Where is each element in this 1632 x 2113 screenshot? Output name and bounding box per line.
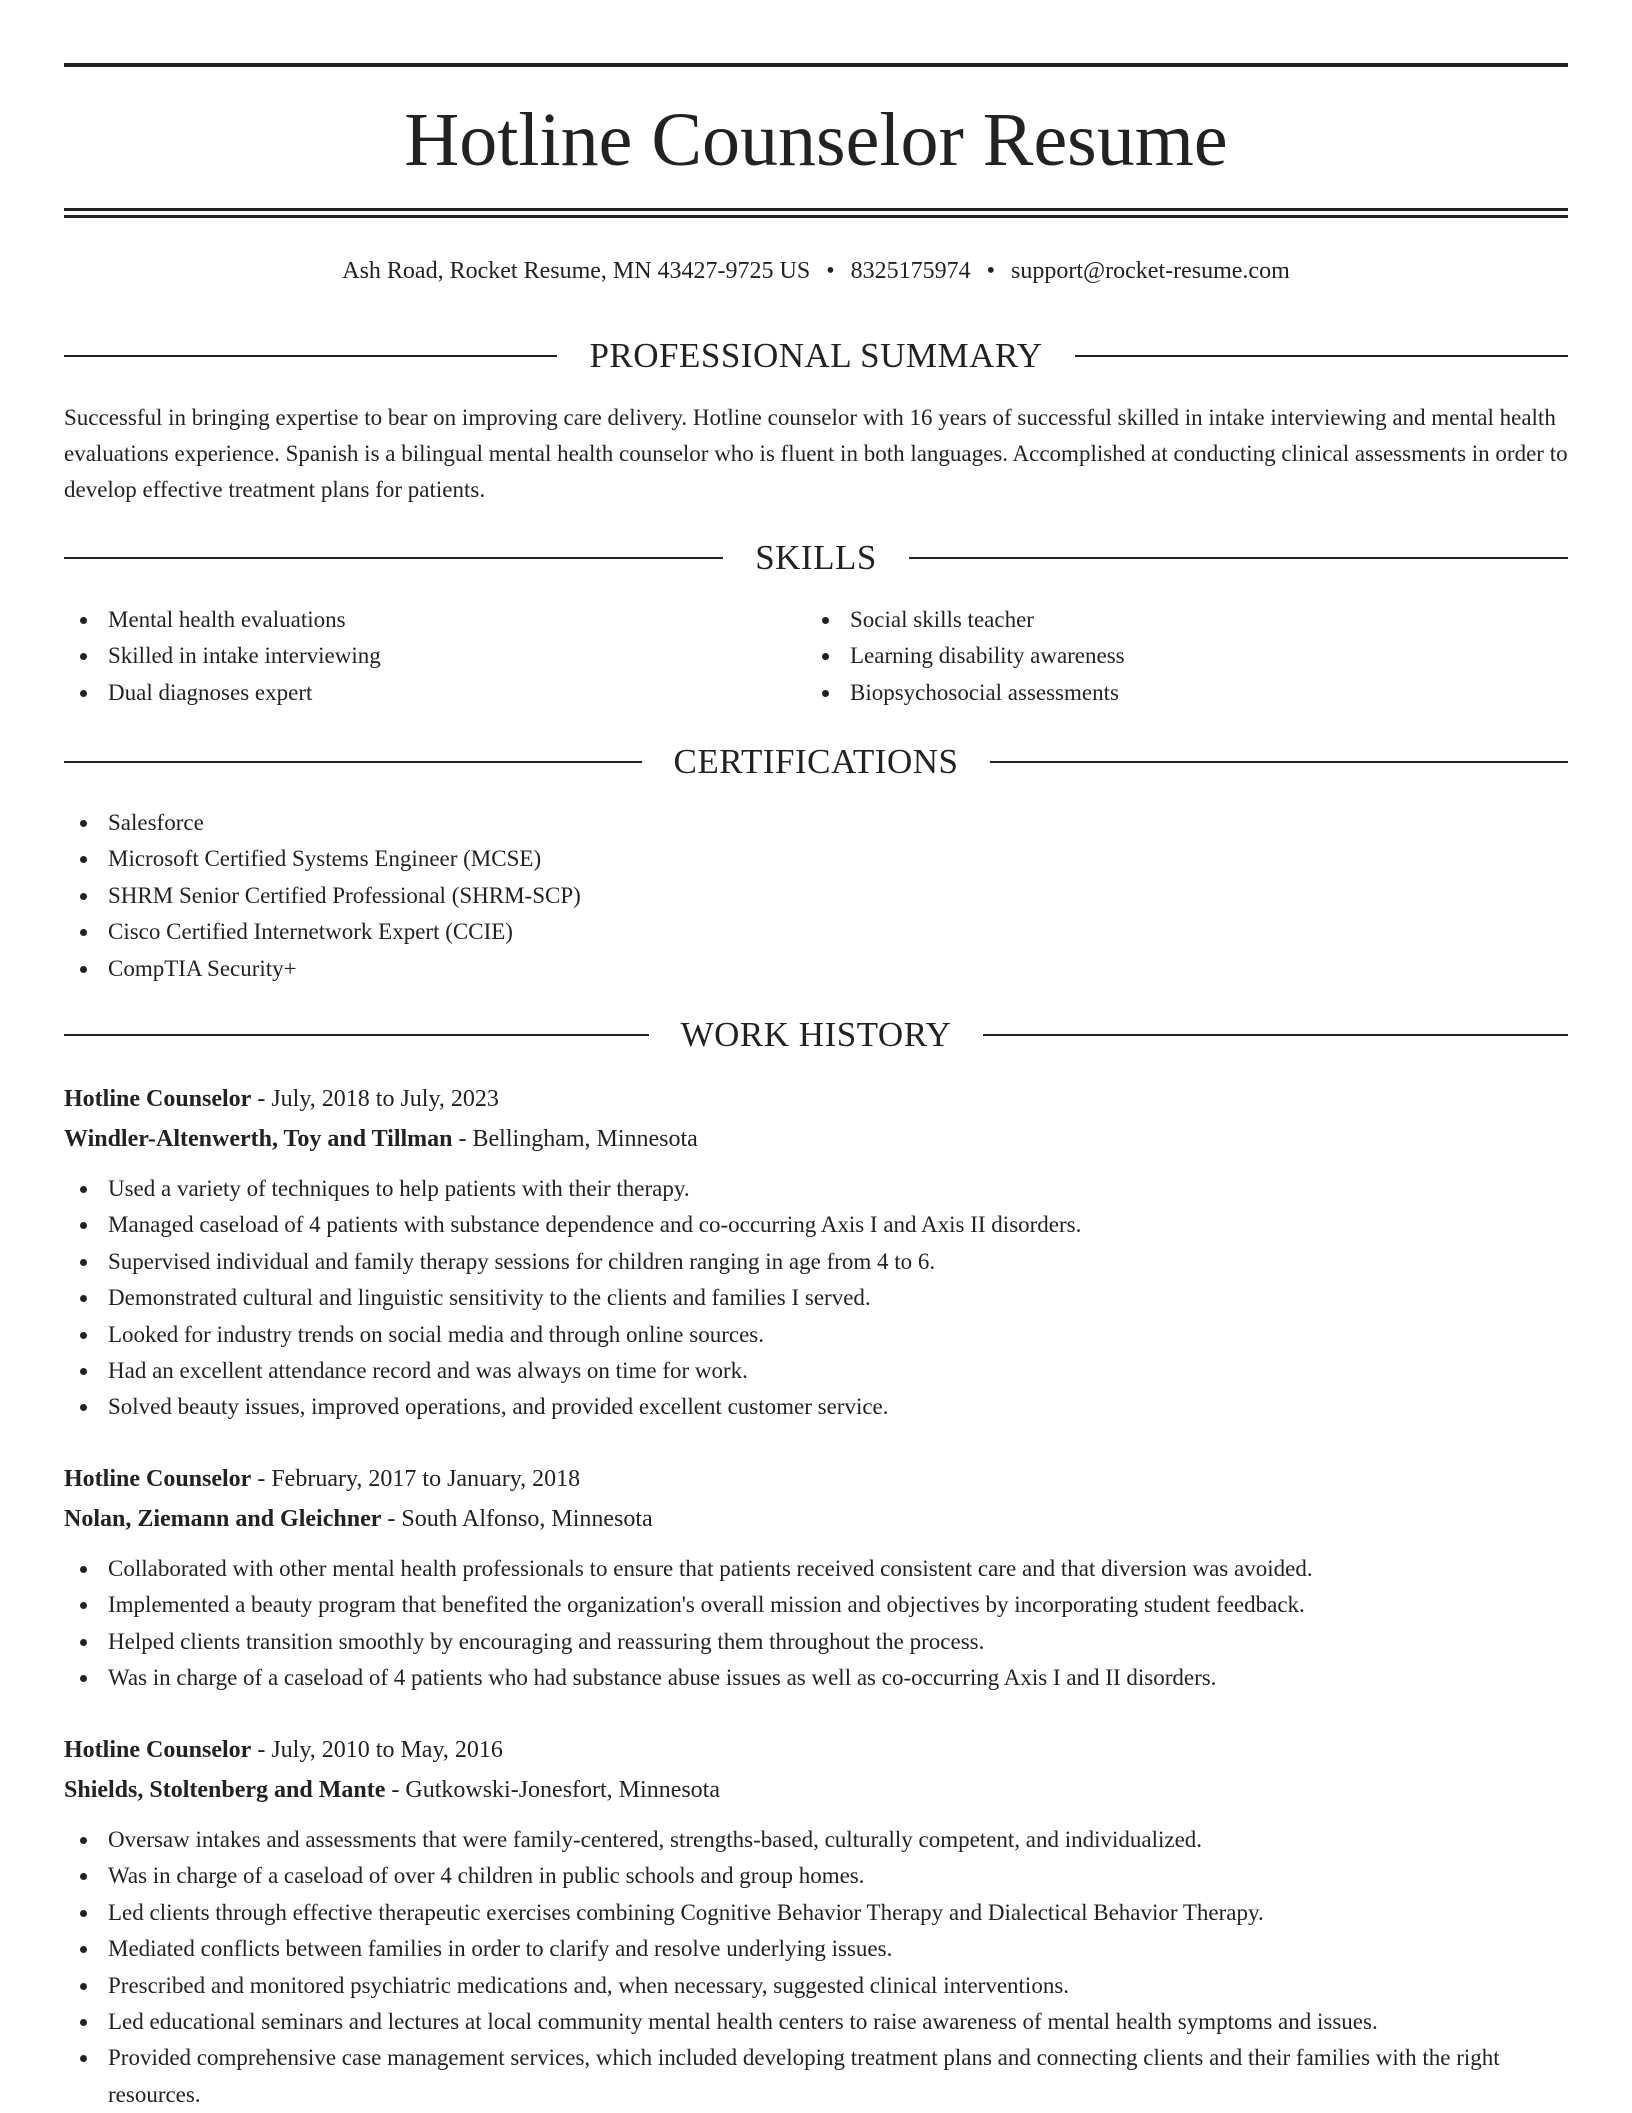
job-bullets xyxy=(64,1171,1568,1426)
skills-left-list xyxy=(64,602,806,711)
heading-rule-right xyxy=(983,1034,1568,1036)
job-entry xyxy=(64,1459,1568,1697)
list-item: Collaborated with other mental health professionals to ensure that patients received consistent care and that diversion was avoided. xyxy=(64,1551,1568,1587)
job-title: Hotline Counselor xyxy=(64,1737,252,1763)
job-company-line xyxy=(64,1499,1568,1539)
section-heading-label: PROFESSIONAL SUMMARY xyxy=(589,336,1043,375)
heading-rule-left xyxy=(64,355,557,357)
certifications-items xyxy=(64,805,1568,987)
list-item: Provided comprehensive case management services, which included developing treatment plans and connecting clients and their families with the right resources. xyxy=(64,2040,1568,2113)
job-location: - South Alfonso, Minnesota xyxy=(381,1506,653,1532)
job-title-line xyxy=(64,1459,1568,1499)
job-title-line xyxy=(64,1730,1568,1770)
list-item: Had an excellent attendance record and was always on time for work. xyxy=(64,1353,1568,1389)
section-heading-label: SKILLS xyxy=(755,538,877,577)
section-heading-certifications xyxy=(64,738,1568,786)
skills-column-right xyxy=(806,602,1548,711)
list-item: Biopsychosocial assessments xyxy=(806,675,1548,711)
job-dates: - July, 2018 to July, 2023 xyxy=(251,1086,499,1112)
section-heading-label: CERTIFICATIONS xyxy=(673,742,959,781)
job-dates: - July, 2010 to May, 2016 xyxy=(251,1737,503,1763)
list-item: Mediated conflicts between families in order to clarify and resolve underlying issues. xyxy=(64,1931,1568,1967)
list-item: Mental health evaluations xyxy=(64,602,806,638)
contact-separator: • xyxy=(986,258,996,284)
job-company-line xyxy=(64,1770,1568,1810)
job-title-line xyxy=(64,1079,1568,1119)
skills-column-left xyxy=(64,602,806,711)
list-item: Supervised individual and family therapy sessions for children ranging in age from 4 to 6. xyxy=(64,1244,1568,1280)
job-company: Windler-Altenwerth, Toy and Tillman xyxy=(64,1126,453,1152)
heading-rule-left xyxy=(64,1034,649,1036)
job-location: - Bellingham, Minnesota xyxy=(452,1126,698,1152)
contact-phone[interactable]: 8325175974 xyxy=(850,258,971,284)
job-title: Hotline Counselor xyxy=(64,1466,252,1492)
list-item: Used a variety of techniques to help patients with their therapy. xyxy=(64,1171,1568,1207)
job-bullets xyxy=(64,1551,1568,1697)
heading-rule-right xyxy=(909,557,1568,559)
job-bullets xyxy=(64,1822,1568,2113)
skills-right-list xyxy=(806,602,1548,711)
list-item: Skilled in intake interviewing xyxy=(64,638,806,674)
title-double-rule xyxy=(64,208,1568,218)
job-location: - Gutkowski-Jonesfort, Minnesota xyxy=(385,1777,721,1803)
job-company-line xyxy=(64,1119,1568,1159)
contact-separator: • xyxy=(826,258,835,284)
heading-rule-left xyxy=(64,761,642,763)
list-item: CompTIA Security+ xyxy=(64,951,1568,987)
job-company: Shields, Stoltenberg and Mante xyxy=(64,1777,386,1803)
list-item: Helped clients transition smoothly by encouraging and reassuring them throughout the process. xyxy=(64,1624,1568,1660)
list-item: Dual diagnoses expert xyxy=(64,675,806,711)
section-heading-skills xyxy=(64,534,1568,582)
section-heading-work-history xyxy=(64,1011,1568,1059)
list-item: Solved beauty issues, improved operations, and provided excellent customer service. xyxy=(64,1389,1568,1425)
skills-list xyxy=(64,602,1568,711)
list-item: Was in charge of a caseload of 4 patients who had substance abuse issues as well as co-occurring Axis I and II disorders. xyxy=(64,1660,1568,1696)
job-entry xyxy=(64,1730,1568,2113)
summary-text: Successful in bringing expertise to bear on improving care delivery. Hotline counselor with 16 years of successful skilled in intake interviewing and mental health evaluations experience. Spanish is a bilingual mental health counselor who is fluent in both languages. Accomplished at conducting clinical assessments in order to develop effective treatment plans for patients. xyxy=(64,405,1568,502)
heading-rule-right xyxy=(990,761,1568,763)
resume-title: Hotline Counselor Resume xyxy=(404,98,1228,182)
contact-address: Ash Road, Rocket Resume, MN 43427-9725 US xyxy=(342,258,811,284)
heading-rule-right xyxy=(1075,355,1568,357)
list-item: Led clients through effective therapeutic exercises combining Cognitive Behavior Therapy and Dialectical Behavior Therapy. xyxy=(64,1895,1568,1931)
list-item: Prescribed and monitored psychiatric medications and, when necessary, suggested clinical interventions. xyxy=(64,1968,1568,2004)
list-item: Learning disability awareness xyxy=(806,638,1548,674)
job-dates: - February, 2017 to January, 2018 xyxy=(251,1466,581,1492)
certifications-list xyxy=(64,805,1568,987)
section-heading-label: WORK HISTORY xyxy=(680,1015,952,1054)
job-title: Hotline Counselor xyxy=(64,1086,252,1112)
list-item: Was in charge of a caseload of over 4 children in public schools and group homes. xyxy=(64,1858,1568,1894)
job-entry xyxy=(64,1079,1568,1426)
contact-line xyxy=(64,254,1568,288)
list-item: Demonstrated cultural and linguistic sensitivity to the clients and families I served. xyxy=(64,1280,1568,1316)
section-heading-summary xyxy=(64,332,1568,380)
top-rule xyxy=(64,63,1568,67)
list-item: SHRM Senior Certified Professional (SHRM-SCP) xyxy=(64,878,1568,914)
list-item: Cisco Certified Internetwork Expert (CCIE) xyxy=(64,914,1568,950)
list-item: Looked for industry trends on social media and through online sources. xyxy=(64,1317,1568,1353)
heading-rule-left xyxy=(64,557,723,559)
list-item: Managed caseload of 4 patients with substance dependence and co-occurring Axis I and Axis II disorders. xyxy=(64,1207,1568,1243)
list-item: Implemented a beauty program that benefited the organization's overall mission and objectives by incorporating student feedback. xyxy=(64,1587,1568,1623)
list-item: Oversaw intakes and assessments that were family-centered, strengths-based, culturally competent, and individualized. xyxy=(64,1822,1568,1858)
contact-email[interactable]: support@rocket-resume.com xyxy=(1011,258,1290,284)
list-item: Salesforce xyxy=(64,805,1568,841)
list-item: Led educational seminars and lectures at local community mental health centers to raise awareness of mental health symptoms and issues. xyxy=(64,2004,1568,2040)
job-company: Nolan, Ziemann and Gleichner xyxy=(64,1506,382,1532)
list-item: Social skills teacher xyxy=(806,602,1548,638)
list-item: Microsoft Certified Systems Engineer (MCSE) xyxy=(64,841,1568,877)
